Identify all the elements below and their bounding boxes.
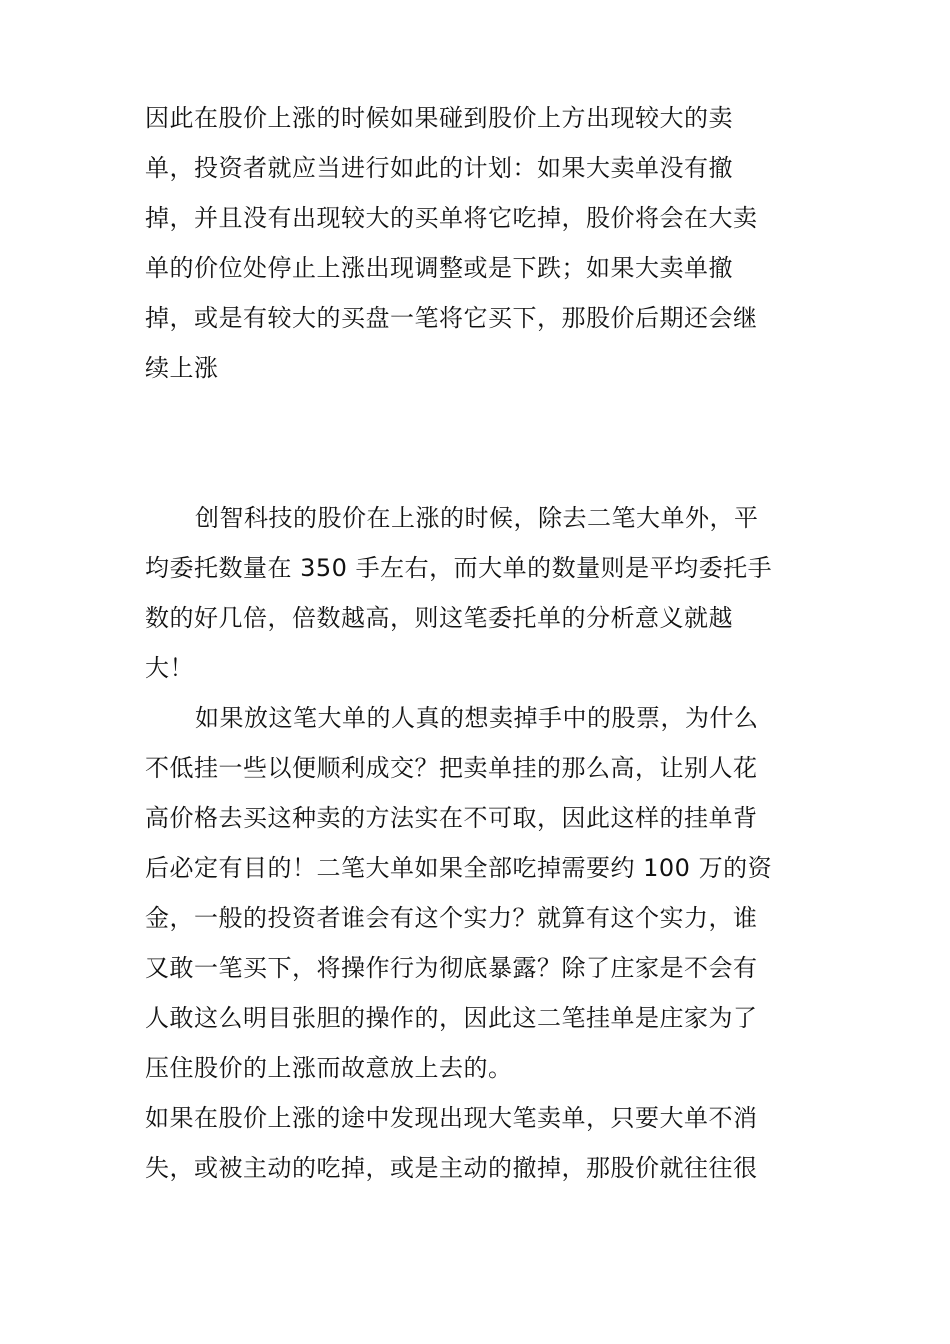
paragraph-line: 人敢这么明目张胆的操作的，因此这二笔挂单是庄家为了	[145, 1004, 758, 1032]
paragraph-line: 金，一般的投资者谁会有这个实力？就算有这个实力，谁	[145, 904, 758, 932]
paragraph-line: 如果在股价上涨的途中发现出现大笔卖单，只要大单不消	[145, 1104, 758, 1132]
paragraph-line: 因此在股价上涨的时候如果碰到股价上方出现较大的卖	[145, 104, 733, 132]
paragraph-line: 高价格去买这种卖的方法实在不可取，因此这样的挂单背	[145, 804, 758, 832]
paragraph-1	[145, 93, 785, 393]
paragraph-line: 又敢一笔买下，将操作行为彻底暴露？除了庄家是不会有	[145, 954, 758, 982]
paragraph-line: 掉，或是有较大的买盘一笔将它买下，那股价后期还会继	[145, 304, 758, 332]
paragraph-line: 掉，并且没有出现较大的买单将它吃掉，股价将会在大卖	[145, 204, 758, 232]
paragraph-line: 创智科技的股价在上涨的时候，除去二笔大单外，平	[195, 504, 759, 532]
paragraph-3	[145, 693, 785, 1093]
paragraph-4	[145, 1093, 785, 1193]
paragraph-line: 数的好几倍，倍数越高，则这笔委托单的分析意义就越	[145, 604, 733, 632]
paragraph-2	[145, 493, 785, 693]
paragraph-line: 后必定有目的！二笔大单如果全部吃掉需要约 100 万的资	[145, 854, 773, 882]
paragraph-line: 失，或被主动的吃掉，或是主动的撤掉，那股价就往往很	[145, 1154, 758, 1182]
paragraph-line: 单，投资者就应当进行如此的计划：如果大卖单没有撤	[145, 154, 733, 182]
paragraph-line: 大！	[145, 654, 194, 682]
paragraph-line: 如果放这笔大单的人真的想卖掉手中的股票，为什么	[195, 704, 759, 732]
paragraph-line: 不低挂一些以便顺利成交？把卖单挂的那么高，让别人花	[145, 754, 758, 782]
paragraph-line: 压住股价的上涨而故意放上去的。	[145, 1054, 513, 1082]
paragraph-line: 单的价位处停止上涨出现调整或是下跌；如果大卖单撤	[145, 254, 733, 282]
paragraph-line: 均委托数量在 350 手左右，而大单的数量则是平均委托手	[145, 554, 773, 582]
paragraph-line: 续上涨	[145, 354, 219, 382]
